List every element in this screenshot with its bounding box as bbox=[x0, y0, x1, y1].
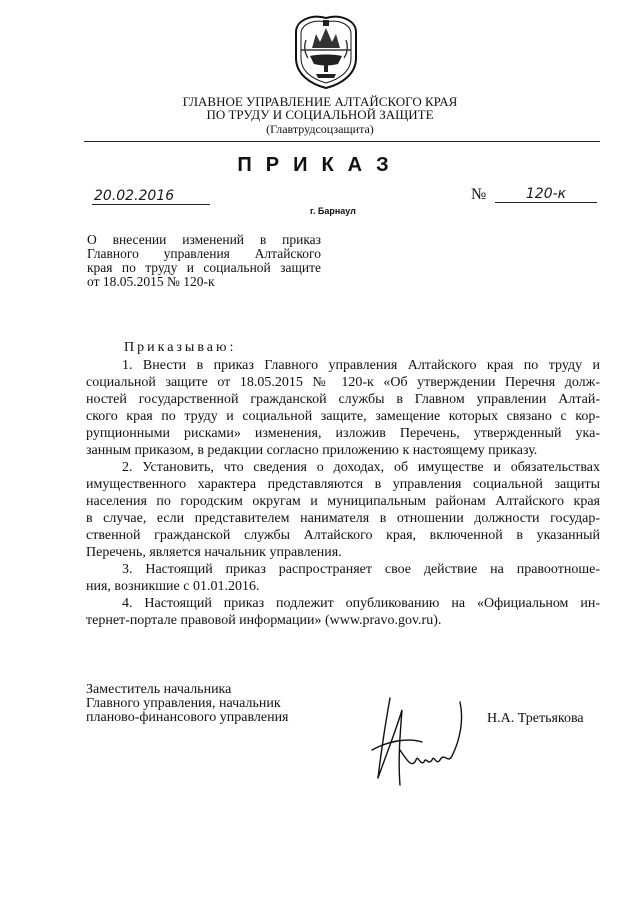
body-line: занным приказом, в редакции согласно приложению к настоящему приказу. bbox=[86, 443, 538, 458]
number-label: № bbox=[471, 186, 487, 203]
document-title: ПРИКАЗ bbox=[237, 154, 403, 176]
body-line: 2. Установить, что сведения о доходах, об имуществе и обязательствах bbox=[122, 460, 600, 475]
subject-line: Главного управления Алтайского bbox=[87, 246, 321, 261]
body-line: тернет-портале правовой информации» (www.pravo.gov.ru). bbox=[86, 613, 442, 628]
body-line: 3. Настоящий приказ распространяет свое действие на правоотноше- bbox=[122, 562, 600, 577]
signer-position-line: Заместитель начальника bbox=[86, 682, 232, 697]
document-number: 120-к bbox=[495, 186, 597, 203]
subject-line: от 18.05.2015 № 120-к bbox=[87, 274, 215, 289]
body-line: в случае, если представителем нанимателя в отношении должности государ- bbox=[86, 511, 600, 526]
city: г. Барнаул bbox=[310, 206, 356, 216]
org-name-line1: ГЛАВНОЕ УПРАВЛЕНИЕ АЛТАЙСКОГО КРАЯ bbox=[182, 94, 458, 109]
signer-position-line: планово-финансового управления bbox=[86, 710, 289, 725]
org-name-line2: ПО ТРУДУ И СОЦИАЛЬНОЙ ЗАЩИТЕ bbox=[206, 107, 434, 122]
org-short-name: (Главтрудсоцзащита) bbox=[266, 122, 374, 136]
body-line: имущественного характера представляются в управления социальной защиты bbox=[86, 477, 600, 492]
signer-name: Н.А. Третьякова bbox=[487, 711, 584, 726]
signer-position bbox=[86, 683, 289, 725]
document-subject bbox=[87, 233, 321, 289]
header-divider bbox=[84, 141, 600, 142]
body-line: населения по городским округам и муниципальным районам Алтайского края bbox=[86, 494, 600, 509]
subject-line: О внесении изменений в приказ bbox=[87, 232, 321, 247]
body-line: ния, возникшие с 01.01.2016. bbox=[86, 579, 260, 594]
body-line: ственной гражданской службы Алтайского края, включенной в указанный bbox=[86, 528, 600, 543]
body-line: рупционными рисками» изменения, изложив Перечень, утвержденный ука- bbox=[86, 426, 600, 441]
signer-position-line: Главного управления, начальник bbox=[86, 696, 281, 711]
body-line: ского края по труду и социальной защите, замещение которых связано с кор- bbox=[86, 409, 600, 424]
body-line: ностей государственной гражданской службы в Главном управлении Алтай- bbox=[86, 392, 600, 407]
body-line: 1. Внести в приказ Главного управления Алтайского края по труду и bbox=[122, 358, 600, 373]
body-line: социальной защите от 18.05.2015 № 120-к «Об утверждении Перечня долж- bbox=[86, 375, 600, 390]
preamble: Приказываю: bbox=[124, 340, 237, 355]
handwritten-signature bbox=[360, 690, 480, 800]
altai-coat-of-arms-icon bbox=[290, 12, 362, 90]
body-line: 4. Настоящий приказ подлежит опубликованию на «Официальном ин- bbox=[122, 596, 600, 611]
subject-line: края по труду и социальной защите bbox=[87, 260, 321, 275]
body-line: Перечень, является начальник управления. bbox=[86, 545, 342, 560]
document-body bbox=[86, 357, 600, 629]
document-date: 20.02.2016 bbox=[92, 188, 210, 205]
